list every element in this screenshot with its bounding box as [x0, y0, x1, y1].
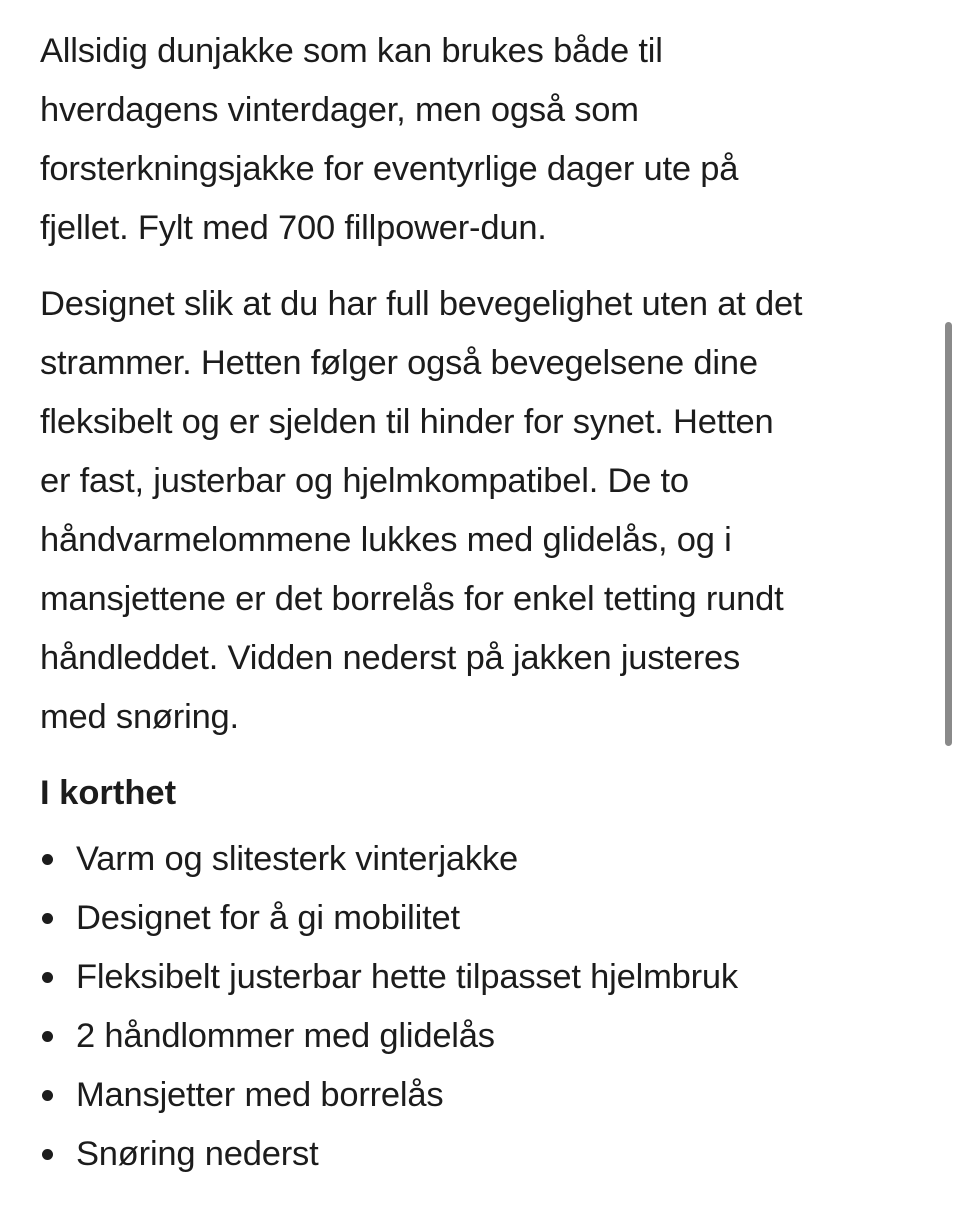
list-item-text: Varm og slitesterk vinterjakke — [76, 840, 519, 878]
list-item-text: 2 håndlommer med glidelås — [76, 1017, 495, 1055]
bullet-icon — [42, 972, 53, 983]
list-item — [40, 830, 940, 889]
vertical-scrollbar[interactable] — [945, 322, 952, 746]
text-line: håndleddet. Vidden nederst på jakken justeres — [40, 639, 741, 677]
bullet-icon — [42, 913, 53, 924]
text-line: med snøring. — [40, 698, 239, 736]
list-item-text: Designet for å gi mobilitet — [76, 899, 460, 937]
list-item-text: Fleksibelt justerbar hette tilpasset hjelmbruk — [76, 958, 738, 996]
bullet-icon — [42, 1031, 53, 1042]
description-paragraph-1 — [40, 22, 940, 258]
text-line: håndvarmelommene lukkes med glidelås, og i — [40, 521, 732, 559]
text-line: hverdagens vinterdager, men også som — [40, 91, 639, 129]
list-item-text: Mansjetter med borrelås — [76, 1076, 444, 1114]
description-paragraph-2 — [40, 275, 940, 747]
text-line: er fast, justerbar og hjelmkompatibel. De to — [40, 462, 689, 500]
list-item — [40, 1007, 940, 1066]
summary-list — [40, 830, 940, 1184]
list-item — [40, 948, 940, 1007]
text-line: fjellet. Fylt med 700 fillpower-dun. — [40, 209, 547, 247]
text-line: strammer. Hetten følger også bevegelsene dine — [40, 344, 758, 382]
list-item — [40, 889, 940, 948]
bullet-icon — [42, 1149, 53, 1160]
text-line: mansjettene er det borrelås for enkel tetting rundt — [40, 580, 784, 618]
list-item — [40, 1125, 940, 1184]
text-line: Allsidig dunjakke som kan brukes både til — [40, 32, 663, 70]
product-description — [40, 22, 940, 1184]
bullet-icon — [42, 854, 53, 865]
bullet-icon — [42, 1090, 53, 1101]
text-line: Designet slik at du har full bevegelighet uten at det — [40, 285, 803, 323]
text-line: forsterkningsjakke for eventyrlige dager ute på — [40, 150, 739, 188]
list-item-text: Snøring nederst — [76, 1135, 319, 1173]
summary-heading: I korthet — [40, 774, 177, 812]
list-item — [40, 1066, 940, 1125]
text-line: fleksibelt og er sjelden til hinder for synet. Hetten — [40, 403, 774, 441]
